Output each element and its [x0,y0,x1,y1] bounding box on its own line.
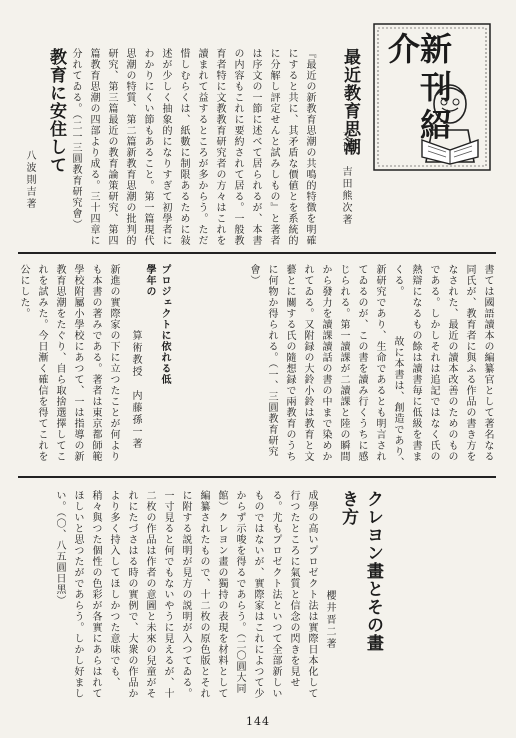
section-title: 新刊紹介 [383,32,453,146]
section-divider [18,252,496,254]
article-author: 八波則吉著 [24,150,35,210]
article-author: 文博 吉田熊次著 [340,130,351,226]
article-title: プロジェクトに依れる低學年の [144,264,170,385]
article-author: 櫻井晋二著 [324,590,335,650]
page-number: 144 [246,715,270,728]
article-title: 教育に安住して [46,48,66,174]
article-title: クレヨン畫とその畫き方 [338,490,383,652]
section-divider [18,476,496,478]
article-author: 算術教授 内藤孫一著 [130,330,141,450]
article-body: 『最近の新教育思潮の共鳴的特徴を明確にすると共に、其矛盾な價値とを系統的に分解し評定せんと試みしもの』と著者は序文の一節に述べて居られるが、本書の内容もこれに要約されて居る。一般教育者特に文教教育研究者の方々はこれを讀まれて益するところが多からう。ただ惜しむらくは、紙數に制限あるために敍述が少しく抽象的になりすぎて初學者にわかりにくい節もあること。第一篇現代思潮の特質、第二篇新教育思潮の批判的研究、第三篇最近の教育論策研究、第四篇教育思潮の四部より成る。三十四章に分れてゐる。（二一三圓教育研究會） [70,48,315,246]
article-body: 新進の實際家の下に立つたことが何よりも本書の著みである。著者は東京都師範學校附屬小學校にあつて、一は指導の新教育思潮をたぐり、自ら取捨選擇してこれを試みた。今日漸く確信を得てこれを公にした。 [18,264,119,462]
section-header [372,22,492,172]
article-title: 最近教育思潮 [340,48,360,156]
article-body: 書ては國語讀本の編纂官として著名なる同氏が、教育者に與ふる作品の書き方をなされた、最近の讀本改善のためのものである。しかしそれは追記ではなく氏の熱辯になるもの餘は讀書毎に低級を書まくる。 故に本書は、創造であり、新研究であり、生命であるとも明言されてゐるのが、この書を讀み行くうちに感じられる。第一讀課が二讀課と陸の瞬間から發力を讀課讀話の書の中まで染めかれてゐる。又附録の大鈴小鈴は教育と文藝とに關する氏の隨想録で兩教育のうちに何物か得られる。（一、三圓教育研究會） [248,264,493,468]
article-body: 成學の高いプロゼクト法は實際日本化して行つたところに氣質と信念の閃きを見せる。尤もプロゼクト法といつて全部新しいものではないが、實際家はこれによつて少からず示唆を得るであらう。（二〇圓大同館）クレヨン畫の獨持の表現を材料として編纂されたもので、十二枚の原色版とそれに附する説明が見方の説明が入つてゐる。一寸見ると何でもないやうに見えるが、十二枚の作品は作者の意圖と未來の兒童がそれにたづさはる時の實例で、大衆の作品かより多く持入してほしかつた意味でも、稍々與つた個性の色彩が各實にあらはれてほしいと思つたがであらう。しかし好ましい。（〇、八五圓日黑） [54,490,317,699]
